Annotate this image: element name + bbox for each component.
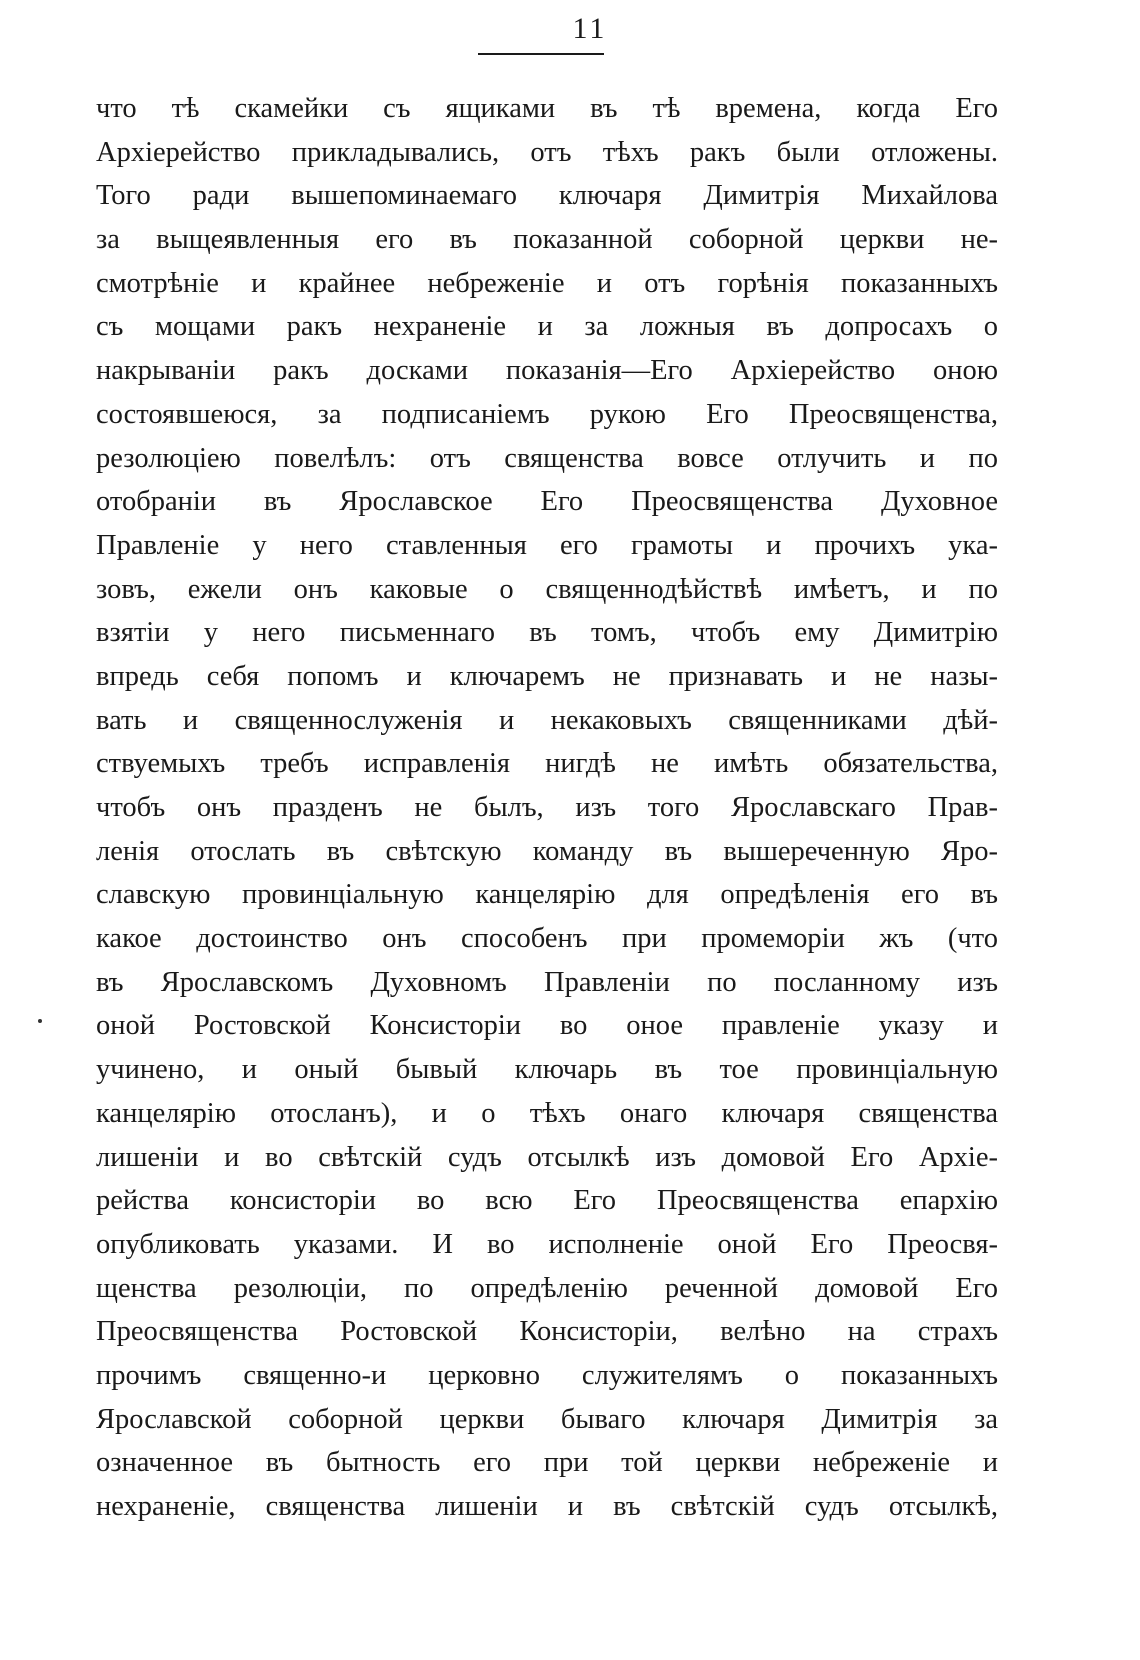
text-line: нехраненіе, священства лишеніи и въ свѣтскій судъ отсылкѣ, (96, 1491, 998, 1522)
text-line: въ Ярославскомъ Духовномъ Правленіи по посланному изъ (96, 966, 998, 998)
text-line: Правленіе у него ставленныя его грамоты и прочихъ ука- (96, 529, 998, 561)
header-rule (478, 53, 604, 55)
text-line: взятіи у него письменнаго въ томъ, чтобъ ему Димитрію (96, 617, 998, 649)
text-line: зовъ, ежели онъ каковые о священнодѣйствѣ имѣетъ, и по (96, 573, 998, 605)
text-line: впредь себя попомъ и ключаремъ не признавать и не назы- (96, 660, 998, 692)
text-line: накрываніи ракъ досками показанія—Его Архіерейство оною (96, 355, 998, 387)
text-line: ствуемыхъ требъ исправленія нигдѣ не имѣть обязательства, (96, 748, 998, 780)
text-line: за выщеявленныя его въ показанной соборной церкви не- (96, 224, 998, 256)
text-line: Архіерейство прикладывались, отъ тѣхъ ракъ были отложены. (96, 136, 998, 168)
text-line: отобраніи въ Ярославское Его Преосвященства Духовное (96, 486, 998, 518)
page-number: 11 (572, 12, 608, 45)
text-line: Преосвященства Ростовской Консисторіи, велѣно на страхъ (96, 1316, 998, 1348)
text-line: состоявшеюся, за подписаніемъ рукою Его Преосвященства, (96, 398, 998, 430)
text-line: рейства консисторіи во всю Его Преосвященства епархію (96, 1185, 998, 1217)
text-line: Ярославской соборной церкви бываго ключаря Димитрія за (96, 1403, 998, 1435)
text-line: вать и священнослуженія и некаковыхъ священниками дѣй- (96, 704, 998, 736)
text-line: означенное въ бытность его при той церкви небреженіе и (96, 1447, 998, 1479)
text-line: съ мощами ракъ нехраненіе и за ложныя въ допросахъ о (96, 311, 998, 343)
text-line: прочимъ священно-и церковно служителямъ о показанныхъ (96, 1359, 998, 1391)
text-line: чтобъ онъ празденъ не былъ, изъ того Ярославскаго Прав- (96, 792, 998, 823)
text-line: резолюціею повелѣлъ: отъ священства вовсе отлучить и по (96, 442, 998, 474)
text-line: оной Ростовской Консисторіи во оное правленіе указу и (96, 1010, 998, 1042)
body-text (96, 87, 998, 1529)
text-line: смотрѣніе и крайнее небреженіе и отъ горѣнія показанныхъ (96, 267, 998, 299)
text-line: что тѣ скамейки съ ящиками въ тѣ времена, когда Его (96, 93, 998, 124)
text-line: учинено, и оный бывый ключарь въ тое провинціальную (96, 1054, 998, 1086)
text-line: Того ради вышепоминаемаго ключаря Димитрія Михайлова (96, 180, 998, 212)
text-line: какое достоинство онъ способенъ при промеморіи жъ (что (96, 923, 998, 955)
text-line: славскую провинціальную канцелярію для опредѣленія его въ (96, 879, 998, 911)
text-line: лишеніи и во свѣтскій судъ отсылкѣ изъ домовой Его Архіе- (96, 1141, 998, 1173)
stray-ink-mark (38, 1019, 42, 1023)
text-line: канцелярію отосланъ), и о тѣхъ онаго ключаря священства (96, 1097, 998, 1129)
text-line: ленія отослать въ свѣтскую команду въ вышереченную Яро- (96, 835, 998, 867)
text-line: опубликовать указами. И во исполненіе оной Его Преосвя- (96, 1228, 998, 1260)
text-line: щенства резолюціи, по опредѣленію реченной домовой Его (96, 1272, 998, 1304)
